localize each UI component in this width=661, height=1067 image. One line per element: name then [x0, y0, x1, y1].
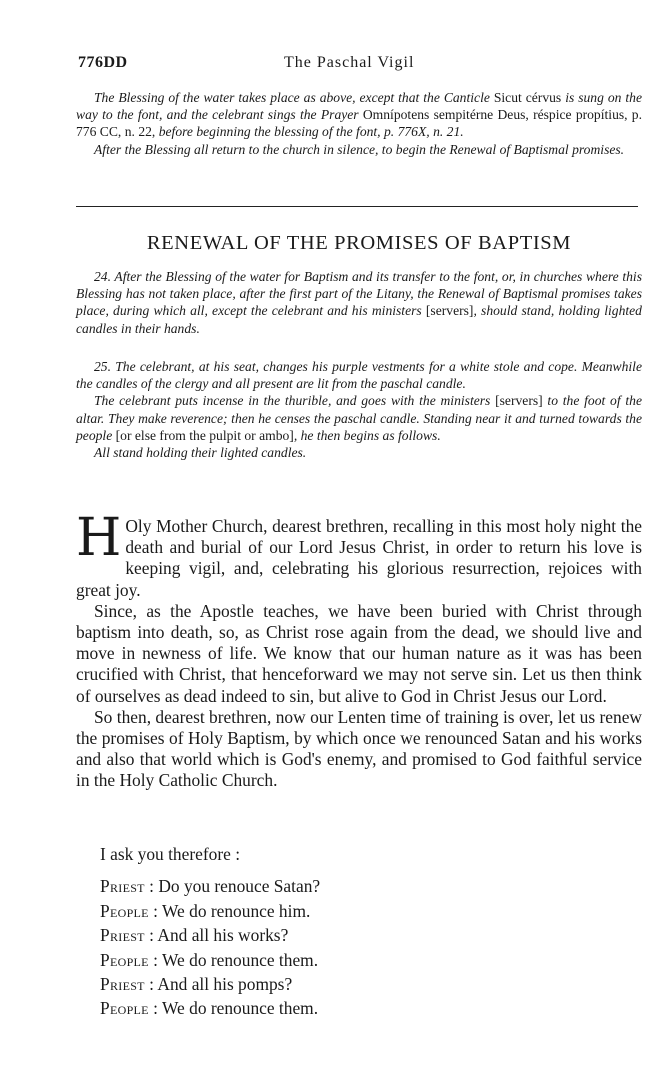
bracket-note: [or else from the pulpit or ambo] — [115, 427, 294, 443]
dialogue-intro: I ask you therefore : — [100, 844, 241, 864]
address-paragraph: Since, as the Apostle teaches, we have been buried with Christ through baptism into death, so, as Christ rose again from the dead, we should live and move in newness of life. We know that our human nature as it was has been crucified with Christ, that henceforward we may not serve sin. Let us then think of ourselves as dead indeed to sin, but alive to God in Christ Jesus our Lord. — [76, 600, 642, 706]
address-paragraph — [76, 508, 642, 601]
speaker-label: People — [100, 998, 149, 1019]
page-header — [78, 54, 638, 76]
dialogue-text: And all his works? — [157, 925, 289, 946]
rubric-paragraph — [76, 392, 642, 444]
rubric-text: The Blessing of the water takes place as above, except that the Canticle — [94, 90, 494, 105]
rubric-text: , he then begins as follows. — [293, 427, 441, 443]
celebrant-address — [76, 508, 642, 792]
rubric-paragraph: 25. The celebrant, at his seat, changes his purple vestments for a white stole and cope. Meanwhile the candles of the clergy and all present are lit from the paschal candle. — [76, 359, 642, 392]
rubric-text: to the foot of the altar. They make reverence; then he censes the paschal candle. Standing near it and turned towards the people — [76, 393, 642, 443]
separator: : — [148, 949, 163, 970]
bracket-note: [servers] — [425, 303, 474, 319]
dialogue-text: And all his pomps? — [157, 974, 293, 995]
dialogue-text: We do renounce them. — [162, 998, 319, 1019]
drop-cap: H — [76, 508, 122, 568]
rubric-paragraph — [76, 89, 642, 141]
separator: : — [144, 925, 158, 946]
rubric-paragraph — [76, 268, 642, 337]
speaker-label: Priest — [100, 876, 145, 897]
dialogue-line — [100, 996, 620, 1020]
rubric-text: is sung on the way to the font, and the celebrant sings the Prayer — [76, 90, 642, 123]
dialogue-line — [100, 923, 620, 947]
address-text: Oly Mother Church, dearest brethren, recalling in this most holy night the death and burial of our Lord Jesus Christ, in order to return his love is keeping vigil, and, celebrating his glorious resurrection, rejoices with great joy. — [76, 516, 642, 600]
renewal-dialogue — [100, 842, 620, 1021]
address-paragraph: So then, dearest brethren, now our Lenten time of training is over, let us renew the promises of Holy Baptism, by which once we renounced Satan and his works and also that world which is God's enemy, and promised to God faithful service in the Holy Catholic Church. — [76, 706, 642, 791]
rubric-24 — [76, 268, 642, 337]
separator: : — [148, 998, 163, 1019]
top-rubric — [76, 89, 642, 158]
section-heading: RENEWAL OF THE PROMISES OF BAPTISM — [146, 232, 572, 254]
canticle-title: Sicut cérvus — [493, 90, 562, 105]
running-title: The Paschal Vigil — [284, 54, 415, 71]
dialogue-line — [100, 972, 620, 996]
rubric-text: before beginning the blessing of the font, p. 776X, n. 21. — [155, 124, 464, 140]
separator: : — [148, 900, 163, 921]
speaker-label: People — [100, 949, 149, 970]
rubric-text: The celebrant puts incense in the thurible, and goes with the ministers — [94, 393, 496, 409]
dialogue-text: We do renounce him. — [162, 900, 311, 921]
prayer-title: Omnípotens sempitérne Deus, réspice propítius, p. 776 CC, n. 22, — [76, 107, 643, 140]
horizontal-rule — [76, 206, 638, 207]
rubric-paragraph: After the Blessing all return to the church in silence, to begin the Renewal of Baptismal promises. — [94, 141, 625, 157]
separator: : — [144, 974, 158, 995]
speaker-label: People — [100, 900, 149, 921]
speaker-label: Priest — [100, 925, 145, 946]
rubric-text: , should stand, holding lighted candles in their hands. — [76, 303, 642, 336]
dialogue-line — [100, 899, 620, 923]
dialogue-text: Do you renouce Satan? — [158, 876, 321, 897]
rubric-paragraph: All stand holding their lighted candles. — [94, 445, 307, 461]
dialogue-line — [100, 874, 620, 898]
speaker-label: Priest — [100, 974, 145, 995]
page-number: 776DD — [78, 54, 128, 71]
separator: : — [144, 876, 159, 897]
bracket-note: [servers] — [495, 393, 543, 409]
dialogue-text: We do renounce them. — [162, 949, 319, 970]
rubric-text: 24. After the Blessing of the water for Baptism and its transfer to the font, or, in churches where this Blessing has not taken place, after the first part of the Litany, the Renewal of Baptismal promises takes place, during which all, except the celebrant and his ministers — [76, 269, 642, 319]
rubric-25 — [76, 358, 642, 461]
dialogue-line — [100, 948, 620, 972]
